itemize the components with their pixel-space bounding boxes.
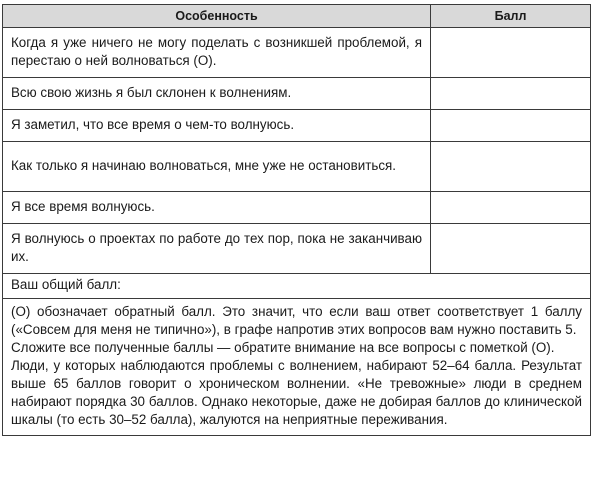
note-sum-scores: Сложите все полученные баллы — обратите внимание на все вопросы с пометкой (О). [11,340,555,355]
statement-text: Как только я начинаю волноваться, мне уже не остановиться. [3,142,431,192]
total-label: Ваш общий балл: [3,274,591,299]
table-row [3,78,591,110]
statement-text: Я заметил, что все время о чем-то волнуюсь. [3,110,431,142]
header-score: Балл [431,5,591,28]
table-row [3,224,591,274]
table-row [3,28,591,78]
table-row [3,142,591,192]
score-cell[interactable] [431,78,591,110]
statement-text: Когда я уже ничего не могу поделать с возникшей проблемой, я перестаю о ней волноваться (О). [3,28,431,78]
note-interpretation: Люди, у которых наблюдаются проблемы с волнением, набирают 52–64 балла. Результат выше 65 баллов говорит о хроническом волнении. «Не тревожные» люди в среднем набирают порядка 30 баллов. Однако некоторые, даже не добирая баллов до клинической шкалы (то есть 30–52 балла), жалуются на неприятные переживания. [11,358,582,427]
statement-text: Всю свою жизнь я был склонен к волнениям. [3,78,431,110]
total-row [3,274,591,299]
score-cell[interactable] [431,142,591,192]
score-cell[interactable] [431,110,591,142]
table-row [3,110,591,142]
score-cell[interactable] [431,224,591,274]
score-cell[interactable] [431,28,591,78]
note-reverse-score: (О) обозначает обратный балл. Это значит, что если ваш ответ соответствует 1 баллу («Совсем для меня не типично»), в графе напротив этих вопросов вам нужно поставить 5. [11,304,582,337]
table-header-row [3,5,591,28]
table-row [3,192,591,224]
score-cell[interactable] [431,192,591,224]
notes-row [3,299,591,436]
header-feature: Особенность [3,5,431,28]
questionnaire-table [2,4,591,436]
statement-text: Я волнуюсь о проектах по работе до тех пор, пока не заканчиваю их. [3,224,431,274]
statement-text: Я все время волнуюсь. [3,192,431,224]
scoring-notes [3,299,591,436]
